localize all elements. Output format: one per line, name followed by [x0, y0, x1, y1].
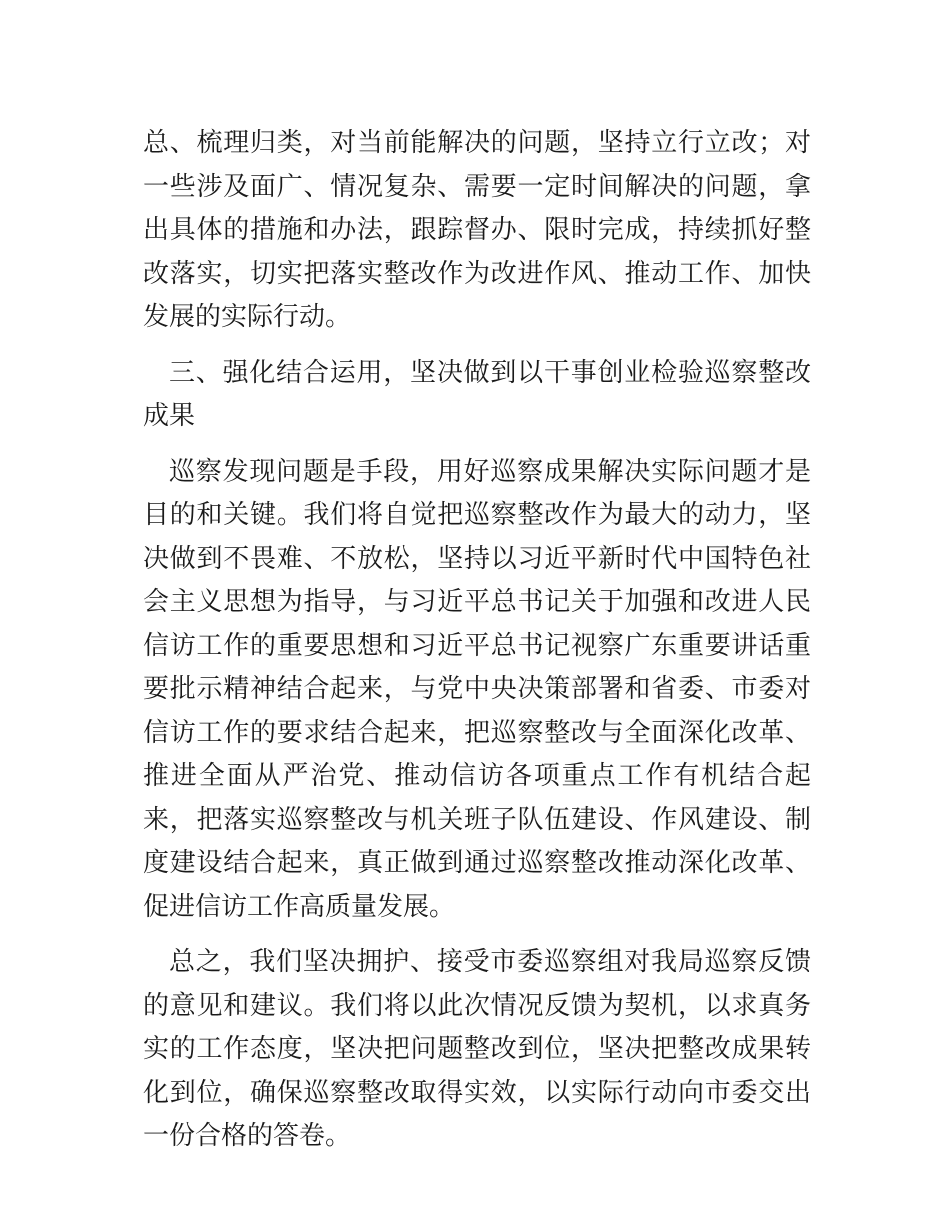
- paragraph-continuation: 总、梳理归类，对当前能解决的问题，坚持立行立改；对一些涉及面广、情况复杂、需要一定时间解决的问题，拿出具体的措施和办法，跟踪督办、限时完成，持续抓好整改落实，切实把落实整改作为改进作风、推动工作、加快发展的实际行动。: [143, 128, 811, 332]
- paragraph-body: 巡察发现问题是手段，用好巡察成果解决实际问题才是目的和关键。我们将自觉把巡察整改作为最大的动力，坚决做到不畏难、不放松，坚持以习近平新时代中国特色社会主义思想为指导，与习近平总书记关于加强和改进人民信访工作的重要思想和习近平总书记视察广东重要讲话重要批示精神结合起来，与党中央决策部署和省委、市委对信访工作的要求结合起来，把巡察整改与全面深化改革、推进全面从严治党、推动信访各项重点工作有机结合起来，把落实巡察整改与机关班子队伍建设、作风建设、制度建设结合起来，真正做到通过巡察整改推动深化改革、促进信访工作高质量发展。: [143, 456, 811, 922]
- document-body: [143, 122, 811, 1171]
- paragraph-conclusion: 总之，我们坚决拥护、接受市委巡察组对我局巡察反馈的意见和建议。我们将以此次情况反馈为契机，以求真务实的工作态度，坚决把问题整改到位，坚决把整改成果转化到位，确保巡察整改取得实效，以实际行动向市委交出一份合格的答卷。: [143, 947, 811, 1151]
- section-heading: 三、强化结合运用，坚决做到以干事创业检验巡察整改成果: [143, 357, 811, 431]
